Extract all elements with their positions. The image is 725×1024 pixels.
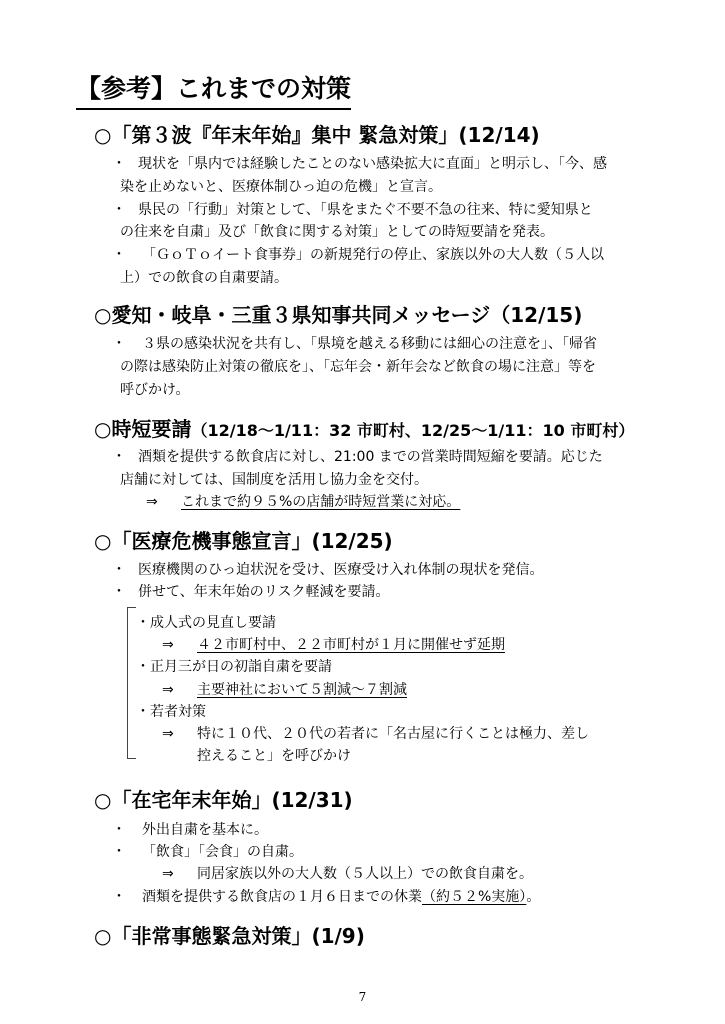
page-number: 7 xyxy=(358,990,367,1004)
s2-line-1: ３県の感染状況を共有し、「県境を越える移動には細心の注意を」、「帰省 xyxy=(142,336,597,352)
bullet: ・ xyxy=(112,247,126,263)
arrow-icon: ⇒ xyxy=(162,637,174,653)
section-heading-joint-message: ○愛知・岐阜・三重３県知事共同メッセージ（12/15) xyxy=(94,303,583,327)
section-heading-medical-crisis: ○「医療危機事態宣言」(12/25) xyxy=(94,529,393,553)
heading-period: （12/18～1/11：32 市町村、12/25～1/11：10 市町村） xyxy=(191,421,635,440)
s4-item-new-year-visit-result: 主要神社において５割減～７割減 xyxy=(197,682,407,698)
bracket-border xyxy=(127,607,136,759)
arrow-icon: ⇒ xyxy=(146,494,158,510)
heading-main: ○時短要請 xyxy=(94,417,192,441)
s4-item-new-year-visit: ・正月三が日の初詣自粛を要請 xyxy=(136,659,332,675)
bullet: ・ xyxy=(112,562,126,578)
s3-line-1: 酒類を提供する飲食店に対し、21:00 までの営業時間短縮を要請。応じた xyxy=(138,449,603,465)
section-heading-emergency-countermeasures: ○「非常事態緊急対策」(1/9) xyxy=(94,924,365,948)
s1-line-5: 「ＧｏＴｏイート食事券」の新規発行の停止、家族以外の大人数（５人以 xyxy=(142,247,604,263)
s5-line-2a: 同居家族以外の大人数（５人以上）での飲食自粛を。 xyxy=(197,866,533,882)
s5-line-3-end: 。 xyxy=(526,889,541,905)
s5-line-2: 「飲食」「会食」の自粛。 xyxy=(142,844,303,860)
s4-item-youth-line-1: 特に１０代、２０代の若者に「名古屋に行くことは極力、差し xyxy=(197,726,589,742)
bullet: ・ xyxy=(112,844,126,860)
bullet: ・ xyxy=(112,202,126,218)
arrow-icon: ⇒ xyxy=(162,726,174,742)
s5-line-3 xyxy=(142,887,540,907)
bullet: ・ xyxy=(112,336,126,352)
s4-item-coming-of-age-result: ４２市町村中、２２市町村が１月に開催せず延期 xyxy=(197,637,505,653)
s4-item-youth-line-2: 控えること」を呼びかけ xyxy=(197,748,351,764)
s1-line-1: 現状を「県内では経験したことのない感染拡大に直面」と明示し、「今、感 xyxy=(138,156,607,172)
bullet: ・ xyxy=(112,584,126,600)
s5-line-1: 外出自粛を基本に。 xyxy=(142,822,268,838)
s5-line-3-text: 酒類を提供する飲食店の１月６日までの休業 xyxy=(142,889,422,905)
section-heading-emergency-measures: ○「第３波『年末年始』集中 緊急対策」(12/14) xyxy=(94,123,540,147)
section-heading-shortened-hours xyxy=(94,415,634,445)
s3-line-2: 店舗に対しては、国制度を活用し協力金を交付。 xyxy=(120,472,428,488)
s5-line-3-rate: （約５２%実施） xyxy=(422,889,527,905)
s4-line-2: 併せて、年末年始のリスク軽減を要請。 xyxy=(138,584,390,600)
s1-line-4: の往来を自粛」及び「飲食に関する対策」としての時短要請を発表。 xyxy=(120,224,554,240)
s4-item-coming-of-age: ・成人式の見直し要請 xyxy=(136,615,276,631)
section-heading-stay-home: ○「在宅年末年始」(12/31) xyxy=(94,788,353,812)
bullet: ・ xyxy=(112,449,126,465)
s1-line-2: 染を止めないと、医療体制ひっ迫の危機」と宣言。 xyxy=(120,179,442,195)
s3-result: これまで約９５%の店舗が時短営業に対応。 xyxy=(181,494,461,510)
s4-item-youth: ・若者対策 xyxy=(136,704,206,720)
arrow-icon: ⇒ xyxy=(162,866,174,882)
s1-line-3: 県民の「行動」対策として、「県をまたぐ不要不急の往来、特に愛知県と xyxy=(138,202,593,218)
s4-line-1: 医療機関のひっ迫状況を受け、医療受け入れ体制の現状を発信。 xyxy=(138,562,544,578)
arrow-icon: ⇒ xyxy=(162,682,174,698)
s2-line-2: の際は感染防止対策の徹底を」、「忘年会・新年会など飲食の場に注意」等を xyxy=(120,359,596,375)
s2-line-3: 呼びかけ。 xyxy=(120,382,190,398)
bullet: ・ xyxy=(112,822,126,838)
bullet: ・ xyxy=(112,156,126,172)
bullet: ・ xyxy=(112,889,126,905)
page-title: 【参考】これまでの対策 xyxy=(76,72,351,110)
s1-line-6: 上）での飲食の自粛要請。 xyxy=(120,270,288,286)
